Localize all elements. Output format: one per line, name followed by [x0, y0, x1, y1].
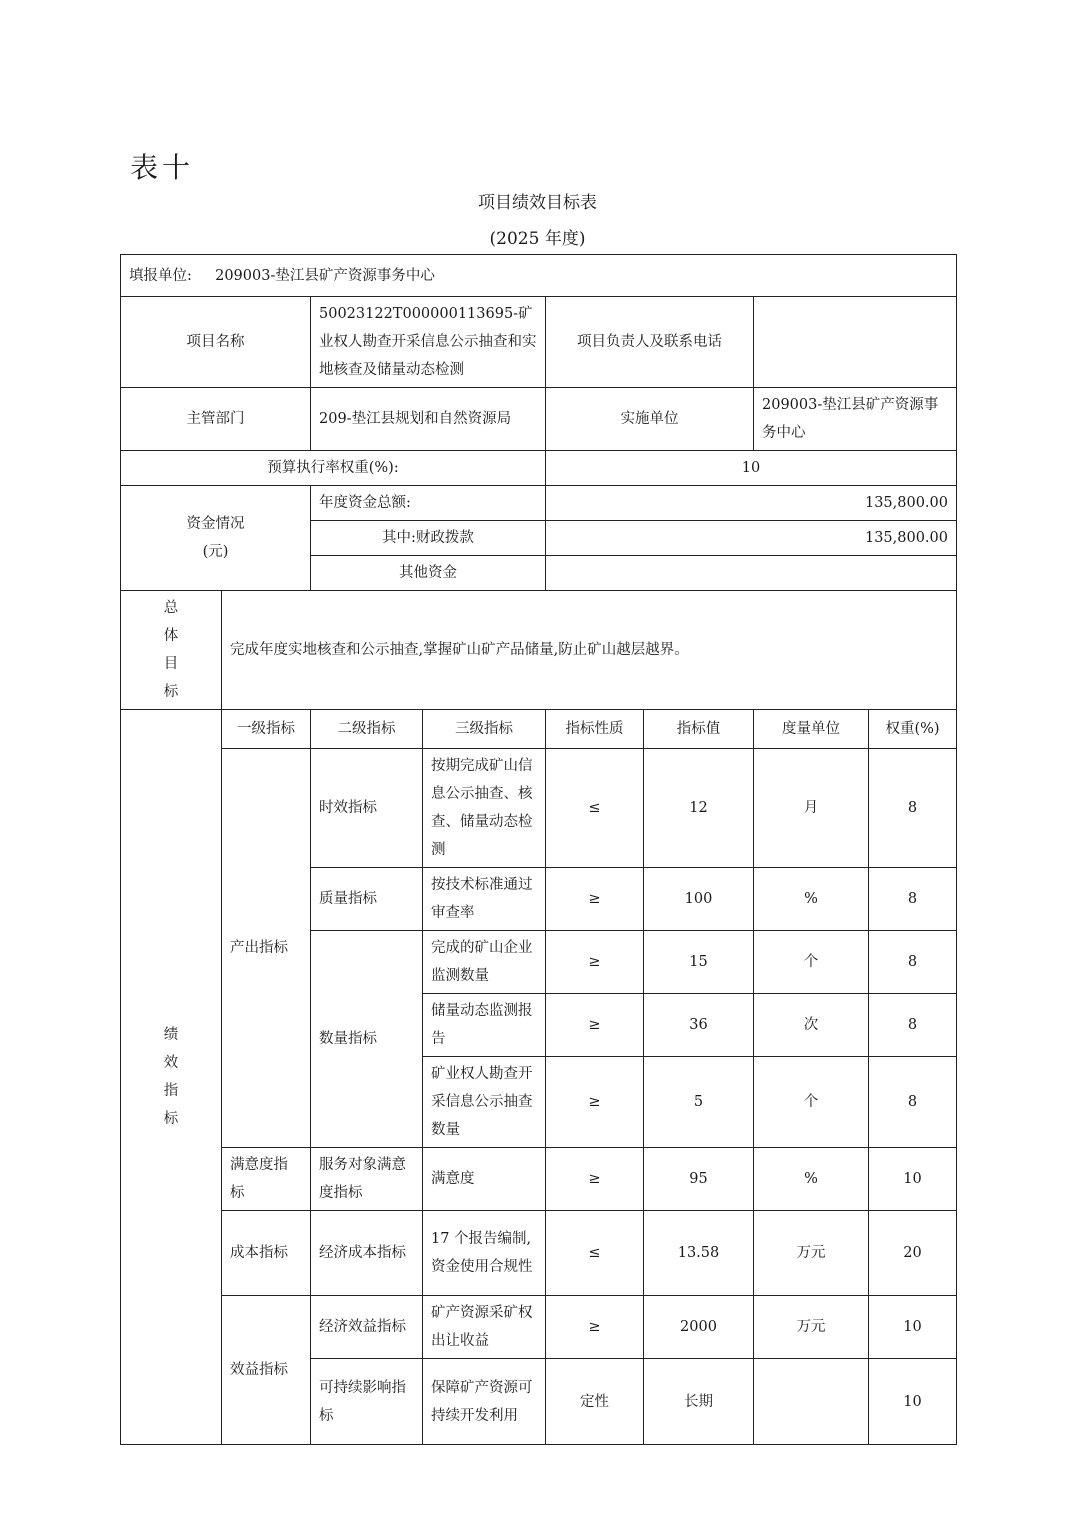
dept-value: 209-垫江县规划和自然资源局 [311, 388, 546, 451]
fund-total-label: 年度资金总额: [311, 486, 546, 521]
weight-cell: 8 [869, 994, 957, 1057]
nature-cell: ≥ [546, 931, 644, 994]
performance-goal-table [120, 254, 957, 1445]
weight-cell: 8 [869, 749, 957, 868]
nature-cell: ≥ [546, 1057, 644, 1148]
weight-cell: 8 [869, 1057, 957, 1148]
unit-cell: 次 [754, 994, 869, 1057]
header-level2: 二级指标 [311, 710, 423, 749]
fund-total-row [121, 486, 957, 521]
value-cell: 36 [644, 994, 754, 1057]
performance-indicator-label [121, 710, 222, 1445]
perf-label-char: 绩 [163, 1027, 179, 1043]
value-cell: 2000 [644, 1296, 754, 1359]
manager-label: 项目负责人及联系电话 [546, 297, 754, 388]
nature-cell: ≥ [546, 868, 644, 931]
weight-cell: 8 [869, 931, 957, 994]
value-cell: 15 [644, 931, 754, 994]
overall-goal-label [121, 591, 222, 710]
budget-weight-value: 10 [546, 451, 957, 486]
header-nature: 指标性质 [546, 710, 644, 749]
level2-service-satisfaction: 服务对象满意度指标 [311, 1148, 423, 1211]
overall-goal-text: 完成年度实地核查和公示抽查,掌握矿山矿产品储量,防止矿山越层越界。 [222, 591, 957, 710]
level3-cell: 储量动态监测报告 [423, 994, 546, 1057]
table-row [121, 1296, 957, 1359]
value-cell: 95 [644, 1148, 754, 1211]
weight-cell: 8 [869, 868, 957, 931]
impl-label: 实施单位 [546, 388, 754, 451]
value-cell: 100 [644, 868, 754, 931]
unit-cell: 月 [754, 749, 869, 868]
header-level3: 三级指标 [423, 710, 546, 749]
goal-label-char: 体 [163, 628, 179, 644]
level1-satisfaction: 满意度指标 [222, 1148, 311, 1211]
unit-cell: 万元 [754, 1211, 869, 1296]
weight-cell: 10 [869, 1148, 957, 1211]
fund-total-value: 135,800.00 [546, 486, 957, 521]
goal-label-char: 目 [163, 656, 179, 672]
goal-label-char: 总 [163, 600, 179, 616]
level2-timeliness: 时效指标 [311, 749, 423, 868]
unit-cell: 个 [754, 1057, 869, 1148]
level3-cell: 按技术标准通过审查率 [423, 868, 546, 931]
filler-value: 209003-垫江县矿产资源事务中心 [215, 267, 435, 284]
fund-other-value [546, 556, 957, 591]
value-cell: 5 [644, 1057, 754, 1148]
dept-label: 主管部门 [121, 388, 311, 451]
level2-quantity: 数量指标 [311, 931, 423, 1148]
weight-cell: 10 [869, 1296, 957, 1359]
table-row [121, 1148, 957, 1211]
level2-economic-cost: 经济成本指标 [311, 1211, 423, 1296]
nature-cell: ≥ [546, 1148, 644, 1211]
fund-other-label: 其他资金 [311, 556, 546, 591]
nature-cell: ≥ [546, 1296, 644, 1359]
level2-quality: 质量指标 [311, 868, 423, 931]
level3-cell: 矿业权人勘查开采信息公示抽查数量 [423, 1057, 546, 1148]
filler-label: 填报单位: [129, 267, 192, 284]
unit-cell: % [754, 1148, 869, 1211]
document-year: (2025 年度) [489, 229, 586, 249]
perf-label-char: 效 [163, 1055, 179, 1071]
fund-label-line2: (元) [202, 544, 229, 560]
level3-cell: 矿产资源采矿权出让收益 [423, 1296, 546, 1359]
table-row [121, 1211, 957, 1296]
level3-cell: 按期完成矿山信息公示抽查、核查、储量动态检测 [423, 749, 546, 868]
filler-cell [121, 255, 957, 297]
goal-label-char: 标 [163, 684, 179, 700]
level1-cost: 成本指标 [222, 1211, 311, 1296]
level3-cell: 完成的矿山企业监测数量 [423, 931, 546, 994]
nature-cell: ≤ [546, 1211, 644, 1296]
value-cell: 长期 [644, 1359, 754, 1445]
table-row [121, 749, 957, 868]
fund-label-line1: 资金情况 [186, 516, 245, 532]
fund-fiscal-label: 其中:财政拨款 [311, 521, 546, 556]
level2-sustainability: 可持续影响指标 [311, 1359, 423, 1445]
indicator-header-row [121, 710, 957, 749]
weight-cell: 10 [869, 1359, 957, 1445]
nature-cell: 定性 [546, 1359, 644, 1445]
nature-cell: ≤ [546, 749, 644, 868]
unit-cell [754, 1359, 869, 1445]
level3-cell: 17 个报告编制,资金使用合规性 [423, 1211, 546, 1296]
level1-benefit: 效益指标 [222, 1296, 311, 1445]
level2-economic-benefit: 经济效益指标 [311, 1296, 423, 1359]
filler-row [121, 255, 957, 297]
weight-cell: 20 [869, 1211, 957, 1296]
header-level1: 一级指标 [222, 710, 311, 749]
header-unit: 度量单位 [754, 710, 869, 749]
fund-fiscal-value: 135,800.00 [546, 521, 957, 556]
project-name-value: 50023122T000000113695-矿业权人勘查开采信息公示抽查和实地核查及储量动态检测 [311, 297, 546, 388]
fund-label [121, 486, 311, 591]
level3-cell: 保障矿产资源可持续开发利用 [423, 1359, 546, 1445]
manager-value [754, 297, 957, 388]
value-cell: 12 [644, 749, 754, 868]
impl-value: 209003-垫江县矿产资源事务中心 [754, 388, 957, 451]
level1-output: 产出指标 [222, 749, 311, 1148]
budget-weight-row [121, 451, 957, 486]
unit-cell: 万元 [754, 1296, 869, 1359]
header-value: 指标值 [644, 710, 754, 749]
project-name-row [121, 297, 957, 388]
perf-label-char: 指 [163, 1083, 179, 1099]
overall-goal-row [121, 591, 957, 710]
document-title: 项目绩效目标表 [478, 193, 597, 213]
level3-cell: 满意度 [423, 1148, 546, 1211]
unit-cell: 个 [754, 931, 869, 994]
table-number: 表十 [130, 151, 195, 184]
perf-label-char: 标 [163, 1111, 179, 1127]
project-name-label: 项目名称 [121, 297, 311, 388]
budget-weight-label: 预算执行率权重(%): [121, 451, 546, 486]
header-weight: 权重(%) [869, 710, 957, 749]
unit-cell: % [754, 868, 869, 931]
value-cell: 13.58 [644, 1211, 754, 1296]
nature-cell: ≥ [546, 994, 644, 1057]
department-row [121, 388, 957, 451]
